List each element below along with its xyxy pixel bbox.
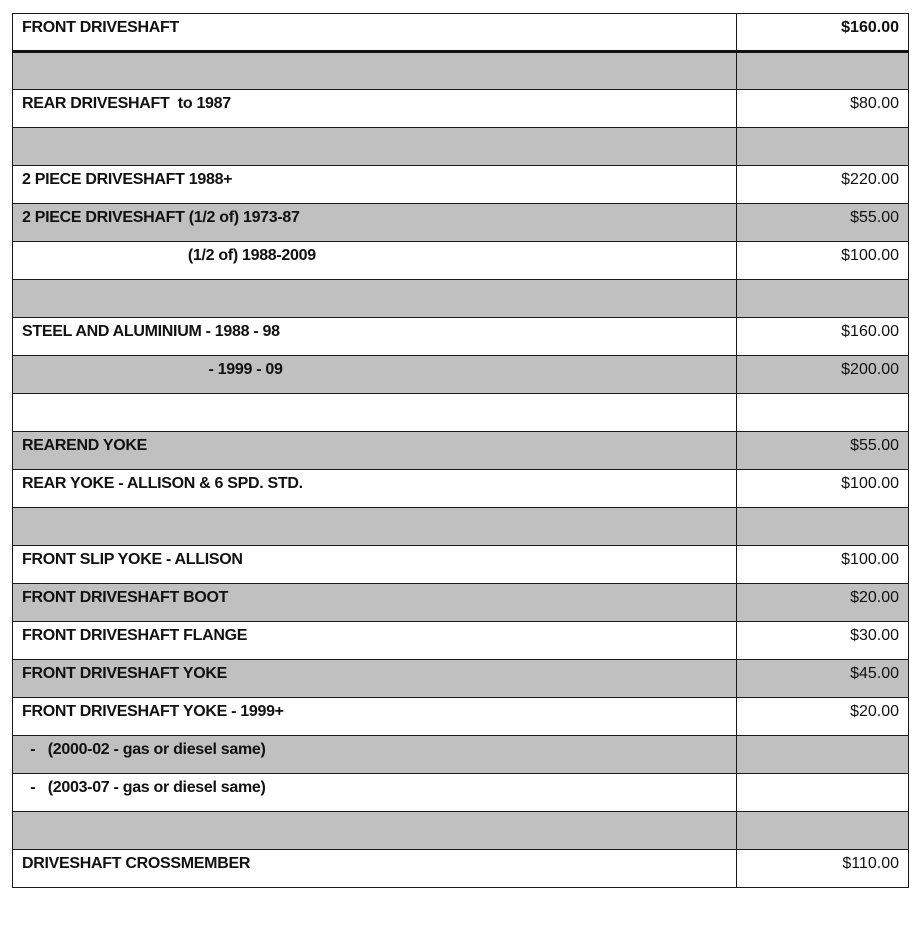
item-price (737, 736, 909, 774)
table-row (13, 14, 909, 52)
table-row (13, 622, 909, 660)
item-price (737, 280, 909, 318)
item-price (737, 394, 909, 432)
table-row (13, 394, 909, 432)
item-description: REAR YOKE - ALLISON & 6 SPD. STD. (13, 470, 737, 508)
item-description: FRONT DRIVESHAFT (13, 14, 737, 52)
item-description: FRONT SLIP YOKE - ALLISON (13, 546, 737, 584)
table-row (13, 736, 909, 774)
item-description: FRONT DRIVESHAFT YOKE - 1999+ (13, 698, 737, 736)
table-row (13, 850, 909, 888)
item-description (13, 394, 737, 432)
item-description (13, 128, 737, 166)
item-price: $100.00 (737, 242, 909, 280)
table-row (13, 90, 909, 128)
table-row (13, 774, 909, 812)
item-description: 2 PIECE DRIVESHAFT 1988+ (13, 166, 737, 204)
table-row (13, 280, 909, 318)
table-row (13, 660, 909, 698)
item-price (737, 128, 909, 166)
item-description: - 1999 - 09 (13, 356, 737, 394)
item-price: $100.00 (737, 470, 909, 508)
item-price: $110.00 (737, 850, 909, 888)
table-row (13, 584, 909, 622)
table-row (13, 698, 909, 736)
item-description: - (2003-07 - gas or diesel same) (13, 774, 737, 812)
table-row (13, 242, 909, 280)
item-price: $55.00 (737, 432, 909, 470)
item-price: $220.00 (737, 166, 909, 204)
table-row (13, 812, 909, 850)
item-description: REAR DRIVESHAFT to 1987 (13, 90, 737, 128)
item-description: DRIVESHAFT CROSSMEMBER (13, 850, 737, 888)
item-description: REAREND YOKE (13, 432, 737, 470)
item-price: $80.00 (737, 90, 909, 128)
item-price: $55.00 (737, 204, 909, 242)
table-row (13, 508, 909, 546)
item-description (13, 280, 737, 318)
item-price: $100.00 (737, 546, 909, 584)
price-list-body (13, 14, 909, 888)
item-price: $30.00 (737, 622, 909, 660)
item-description: FRONT DRIVESHAFT BOOT (13, 584, 737, 622)
table-row (13, 546, 909, 584)
item-description: 2 PIECE DRIVESHAFT (1/2 of) 1973-87 (13, 204, 737, 242)
item-description: FRONT DRIVESHAFT FLANGE (13, 622, 737, 660)
item-description: FRONT DRIVESHAFT YOKE (13, 660, 737, 698)
table-row (13, 166, 909, 204)
item-price: $200.00 (737, 356, 909, 394)
item-price: $20.00 (737, 698, 909, 736)
item-price: $160.00 (737, 14, 909, 52)
table-row (13, 204, 909, 242)
item-price (737, 774, 909, 812)
table-row (13, 318, 909, 356)
price-list-table (12, 13, 909, 888)
item-description: STEEL AND ALUMINIUM - 1988 - 98 (13, 318, 737, 356)
table-row (13, 470, 909, 508)
item-price: $20.00 (737, 584, 909, 622)
item-price (737, 52, 909, 90)
item-price (737, 508, 909, 546)
item-description (13, 812, 737, 850)
table-row (13, 128, 909, 166)
item-price: $160.00 (737, 318, 909, 356)
item-description: (1/2 of) 1988-2009 (13, 242, 737, 280)
table-row (13, 356, 909, 394)
item-description (13, 508, 737, 546)
item-description (13, 52, 737, 90)
item-description: - (2000-02 - gas or diesel same) (13, 736, 737, 774)
table-row (13, 52, 909, 90)
item-price: $45.00 (737, 660, 909, 698)
item-price (737, 812, 909, 850)
table-row (13, 432, 909, 470)
